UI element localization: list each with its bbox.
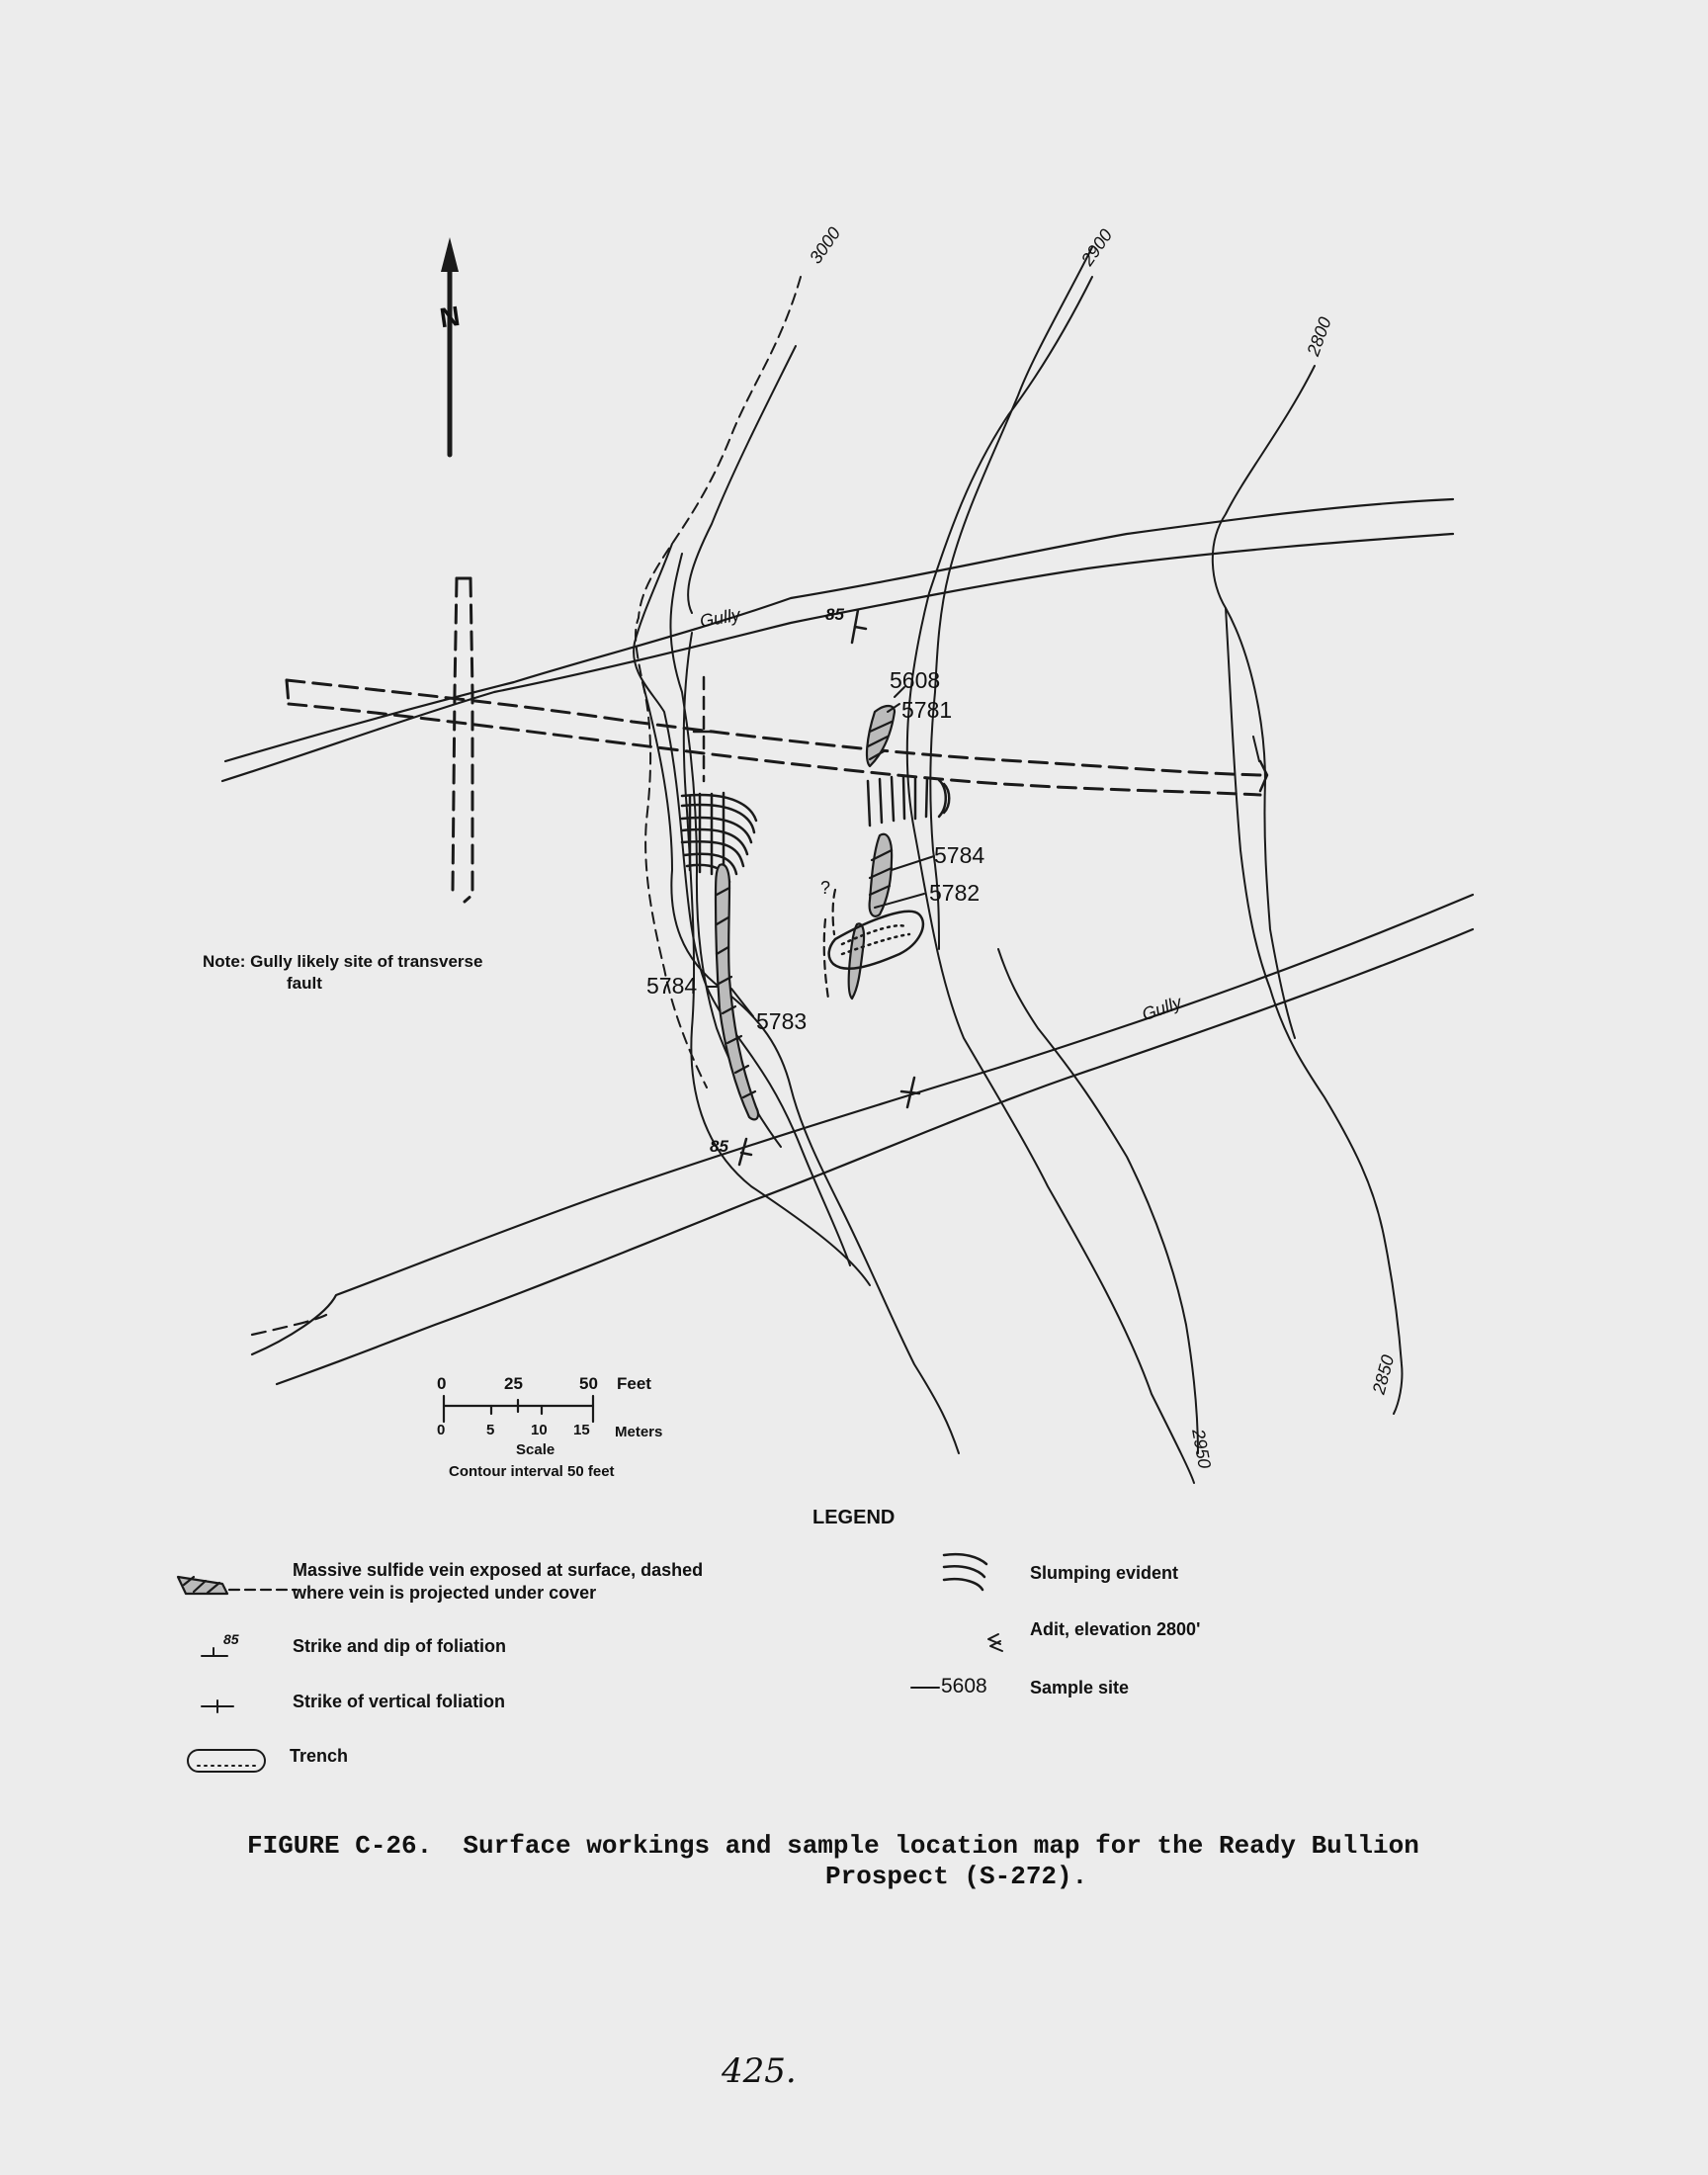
contour-2850-lower — [1226, 608, 1402, 1414]
legend-trench: Trench — [290, 1746, 349, 1766]
legend-sample-site: Sample site — [1030, 1678, 1130, 1697]
query-mark: ? — [820, 878, 831, 898]
legend-vertical-foliation: Strike of vertical foliation — [293, 1692, 506, 1711]
north-arrow-label: N — [437, 300, 463, 334]
scale-m-5: 5 — [486, 1422, 495, 1438]
contour-label-2850: 2850 — [1368, 1352, 1399, 1397]
dip-label-south: 85 — [710, 1137, 728, 1156]
figure-caption — [247, 1831, 1419, 1892]
legend-title: LEGEND — [812, 1507, 896, 1528]
scale-feet-unit: Feet — [617, 1374, 651, 1393]
vertical-foliation-symbol-south — [901, 1078, 919, 1107]
scale-m-0: 0 — [437, 1422, 446, 1438]
adit-mark-east-2 — [1253, 737, 1259, 761]
dip-label-north: 85 — [825, 605, 844, 624]
strike-dip-symbol-south — [739, 1139, 751, 1165]
scale-feet-50: 50 — [579, 1374, 598, 1393]
legend-strike-dip-value: 85 — [223, 1631, 239, 1647]
scale-m-15: 15 — [573, 1422, 590, 1438]
legend-vein-icon — [178, 1577, 297, 1594]
legend-strike-dip-icon — [202, 1648, 227, 1656]
sample-label-5781: 5781 — [901, 697, 953, 723]
legend-vertical-foliation-icon — [202, 1700, 233, 1712]
trench-ns-dashed — [450, 578, 472, 902]
gully-note-line2: fault — [287, 974, 322, 993]
contour-label-2950: 2950 — [1188, 1427, 1215, 1470]
contour-lines — [634, 247, 1402, 1483]
legend-adit: Adit, elevation 2800' — [1030, 1619, 1201, 1639]
strike-dip-symbol-north — [852, 610, 866, 643]
north-arrow-icon — [441, 237, 459, 455]
legend-sample-value: 5608 — [941, 1675, 987, 1697]
trench-5782 — [829, 912, 923, 969]
legend-trench-icon — [188, 1750, 265, 1772]
sulfide-vein-5781 — [867, 706, 895, 766]
legend-vein-line2: where vein is projected under cover — [293, 1583, 597, 1603]
scale-feet-0: 0 — [437, 1374, 447, 1393]
scale-m-10: 10 — [531, 1422, 548, 1438]
contour-2950-lower — [998, 949, 1198, 1453]
gully-note-line1: Note: Gully likely site of transverse — [203, 952, 483, 971]
sample-label-5784-west: 5784 — [646, 973, 698, 999]
contour-2900-upper — [688, 346, 796, 613]
scale-title: Scale — [516, 1441, 555, 1458]
contour-2800 — [1213, 366, 1315, 1038]
gully-label-south: Gully — [1139, 992, 1185, 1025]
vein-projection-ew — [287, 680, 1260, 795]
legend-vein-line1: Massive sulfide vein exposed at surface, dashed — [293, 1560, 704, 1580]
legend-adit-icon — [988, 1634, 1002, 1651]
scale-contour-interval: Contour interval 50 feet — [449, 1463, 615, 1480]
scale-feet-25: 25 — [504, 1374, 523, 1393]
contour-far-west — [670, 554, 781, 1147]
figure-caption-line2: Prospect (S-272). — [825, 1862, 1088, 1891]
legend-strike-dip: Strike and dip of foliation — [293, 1636, 506, 1656]
contour-label-2800: 2800 — [1303, 314, 1335, 359]
sample-label-5783: 5783 — [756, 1008, 808, 1034]
sample-label-5782: 5782 — [929, 880, 981, 906]
legend-slumping: Slumping evident — [1030, 1563, 1179, 1583]
figure-caption-line1: FIGURE C-26. Surface workings and sample location map for the Ready Bullion — [247, 1831, 1419, 1861]
sulfide-vein-5783 — [716, 864, 758, 1119]
gully-north — [222, 499, 1453, 781]
gully-label-north: Gully — [698, 604, 742, 632]
contour-label-3000: 3000 — [805, 223, 845, 268]
scale-m-unit: Meters — [615, 1424, 663, 1440]
page-number: 425. — [722, 2051, 797, 2091]
sample-label-5784-east: 5784 — [934, 842, 985, 868]
scale-bar-icon — [444, 1396, 593, 1422]
legend-slumping-icon — [944, 1554, 986, 1590]
sample-label-5608: 5608 — [890, 667, 941, 693]
contour-label-2900: 2900 — [1076, 225, 1117, 270]
